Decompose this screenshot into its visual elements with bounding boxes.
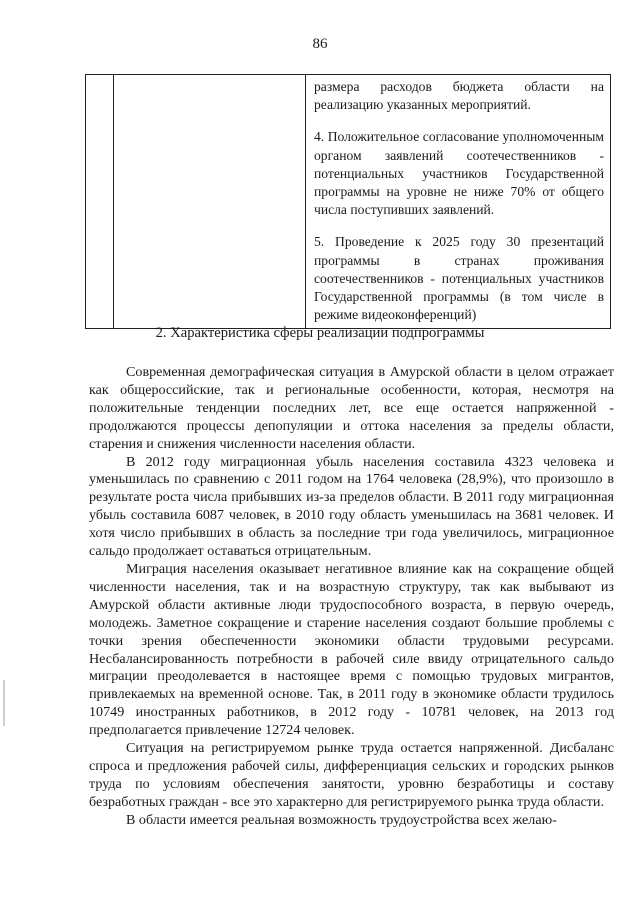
- indicator-item: 5. Проведение к 2025 году 30 презентаций программы в странах проживания соотечественников - потенциальных участников Государственной программы (в том числе в режиме видеоконференций): [314, 234, 604, 323]
- body-paragraph: Миграция населения оказывает негативное влияние как на сокращение общей численности населения, так и на возрастную структуру, так как выбывают из Амурской области активные люди трудоспособного возраста, в первую очередь, молодежь. Заметное сокращение и старение населения создают большие проблемы с точки зрения обеспеченности экономики области трудовыми ресурсами. Несбалансированность потребности в рабочей силе ввиду отрицательного сальдо миграции преодолевается в настоящее время с помощью трудовых мигрантов, привлекаемых на временной основе. Так, в 2011 году в экономике области трудилось 10749 иностранных работников, в 2012 году - 10781 человек, на 2013 год предполагается привлечение 12724 человек.: [89, 560, 614, 739]
- section-heading: 2. Характеристика сферы реализации подпрограммы: [155, 325, 485, 341]
- section-body: [89, 364, 614, 830]
- body-paragraph: В 2012 году миграционная убыль населения составила 4323 человека и уменьшилась по сравнению с 2011 годом на 1764 человека (28,9%), что произошло в результате роста числа прибывших из-за пределов области. В 2011 году миграционная убыль составила 6087 человек, в 2010 году область уменьшилась на 3681 человек. И хотя число прибывших в область за последние три года увеличилось, миграционное сальдо продолжает оставаться отрицательным.: [89, 453, 614, 560]
- body-paragraph: Ситуация на регистрируемом рынке труда остается напряженной. Дисбаланс спроса и предложения рабочей силы, дифференциация сельских и городских рынков труда по условиям обеспечения занятости, уровню безработицы и составу безработных граждан - все это характерно для регистрируемого рынка труда области.: [89, 740, 614, 810]
- table-cell-empty-2: [114, 75, 306, 329]
- table-cell-empty-1: [86, 75, 114, 329]
- indicator-item: размера расходов бюджета области на реализацию указанных мероприятий.: [314, 79, 604, 113]
- body-paragraph: Современная демографическая ситуация в Амурской области в целом отражает как общероссийские, так и региональные особенности, которая, несмотря на положительные тенденции последних лет, все еще остается напряженной - продолжаются процессы депопуляции и оттока населения за пределы области, старения и снижения численности населения области.: [89, 364, 614, 452]
- table-cell-indicators: [306, 75, 611, 329]
- indicator-item: 4. Положительное согласование уполномоченным органом заявлений соотечественников - потенциальных участников Государственной программы на уровне не ниже 70% от общего числа поступивших заявлений.: [314, 129, 604, 218]
- page-number: 86: [312, 36, 328, 52]
- program-indicators-table: [85, 74, 611, 329]
- body-paragraph: В области имеется реальная возможность трудоустройства всех желаю-: [126, 811, 557, 828]
- scan-edge-mark: [3, 680, 5, 726]
- table-row: [86, 75, 611, 329]
